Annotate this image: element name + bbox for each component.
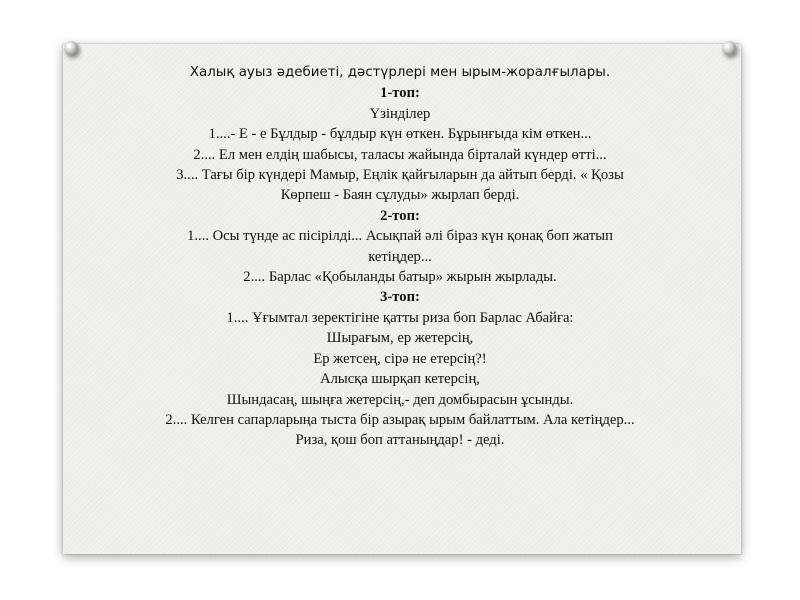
text-line: 2.... Барлас «Қобыланды батыр» жырын жырлады. bbox=[243, 269, 557, 286]
text-body bbox=[90, 63, 710, 451]
pushpin-icon-right bbox=[722, 41, 736, 55]
text-line: 1....- Е - е Бұлдыр - бұлдыр күн өткен. Бұрынғыда кім өткен... bbox=[208, 126, 592, 143]
text-line: Көрпеш - Баян сұлуды» жырлап берді. bbox=[280, 187, 520, 204]
pushpin-icon-left bbox=[64, 41, 78, 55]
text-line: 3.... Тағы бір күндері Мамыр, Еңлік қайғыларын да айтып берді. « Қозы bbox=[176, 167, 624, 184]
poem-line: Шындасаң, шыңға жетерсің,- деп домбырасын ұсынды. bbox=[226, 391, 574, 408]
text-line: Риза, қош боп аттаныңдар! - деді. bbox=[295, 432, 505, 449]
document-title: Халық ауыз әдебиеті, дәстүрлері мен ырым-жоралғылары. bbox=[189, 65, 611, 80]
subheading-excerpts: Үзінділер bbox=[369, 105, 431, 122]
text-line: 2.... Келген сапарларыңа тыста бір азырақ ырым байлаттым. Ала кетіңдер... bbox=[165, 411, 635, 428]
group-heading-1: 1-топ: bbox=[380, 85, 420, 102]
text-line: 1.... Осы түнде ас пісірілді... Асықпай әлі біраз күн қонақ боп жатып bbox=[187, 228, 613, 245]
group-heading-3: 3-топ: bbox=[380, 289, 420, 306]
poem-line: Алысқа шырқап кетерсің, bbox=[320, 371, 480, 388]
poem-line: Шырағым, ер жетерсің, bbox=[326, 330, 474, 347]
text-line: 2.... Ел мен елдің шабысы, таласы жайында бірталай күндер өтті... bbox=[193, 146, 607, 163]
group-heading-2: 2-топ: bbox=[380, 207, 420, 224]
poem-line: Ер жетсең, сірә не етерсің?! bbox=[313, 350, 487, 367]
text-line: 1.... Ұғымтал зеректігіне қатты риза боп Барлас Абайға: bbox=[226, 309, 574, 326]
text-line: кетіңдер... bbox=[368, 248, 432, 265]
